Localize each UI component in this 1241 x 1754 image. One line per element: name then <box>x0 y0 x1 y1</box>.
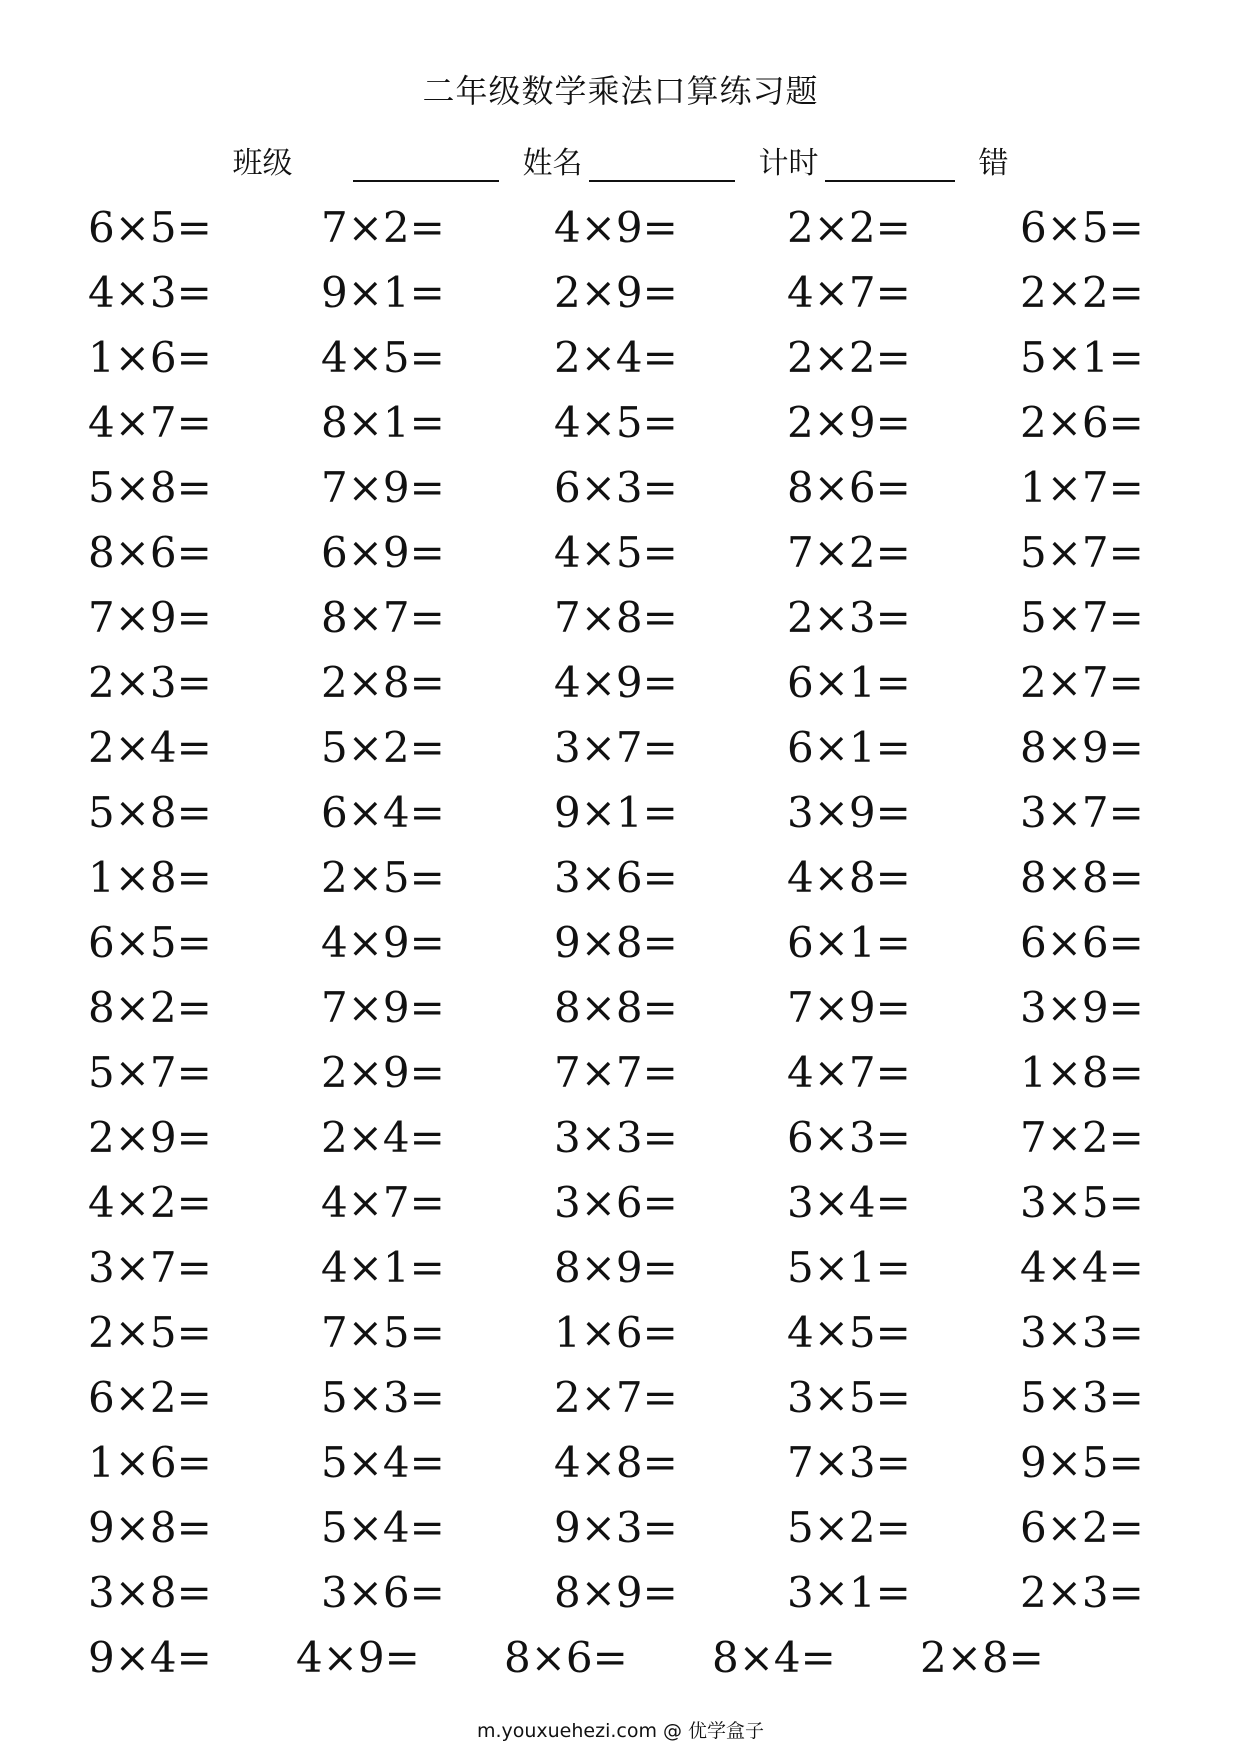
problem-item: 5×8= <box>88 788 212 837</box>
problem-row <box>88 1495 1188 1560</box>
problem-item: 5×4= <box>321 1438 445 1487</box>
problem-row <box>88 1300 1188 1365</box>
problem-item: 8×6= <box>88 528 212 577</box>
problem-grid <box>88 195 1188 1690</box>
problem-item: 2×3= <box>787 593 911 642</box>
problem-row <box>88 1170 1188 1235</box>
problem-item: 7×5= <box>321 1308 445 1357</box>
problem-item: 2×4= <box>321 1113 445 1162</box>
problem-item: 4×2= <box>88 1178 212 1227</box>
problem-item: 2×7= <box>1020 658 1144 707</box>
problem-item: 3×6= <box>554 1178 678 1227</box>
problem-item: 5×7= <box>1020 593 1144 642</box>
problem-item: 5×2= <box>321 723 445 772</box>
problem-item: 9×4= <box>88 1633 212 1682</box>
problem-item: 2×4= <box>554 333 678 382</box>
problem-row <box>88 455 1188 520</box>
problem-item: 4×9= <box>321 918 445 967</box>
problem-item: 1×7= <box>1020 463 1144 512</box>
problem-item: 4×1= <box>321 1243 445 1292</box>
problem-item: 7×8= <box>554 593 678 642</box>
problem-item: 1×8= <box>88 853 212 902</box>
problem-item: 6×2= <box>88 1373 212 1422</box>
problem-row <box>88 325 1188 390</box>
problem-item: 4×8= <box>554 1438 678 1487</box>
problem-row <box>88 260 1188 325</box>
problem-item: 8×1= <box>321 398 445 447</box>
problem-item: 8×8= <box>554 983 678 1032</box>
problem-item: 8×7= <box>321 593 445 642</box>
problem-item: 2×9= <box>787 398 911 447</box>
problem-item: 5×1= <box>1020 333 1144 382</box>
problem-row <box>88 1430 1188 1495</box>
class-blank <box>353 150 499 182</box>
problem-row <box>88 650 1188 715</box>
problem-row <box>88 390 1188 455</box>
class-field <box>233 138 499 182</box>
problem-item: 8×2= <box>88 983 212 1032</box>
problem-item: 5×3= <box>1020 1373 1144 1422</box>
problem-item: 5×2= <box>787 1503 911 1552</box>
problem-item: 6×1= <box>787 658 911 707</box>
problem-item: 1×6= <box>554 1308 678 1357</box>
problem-item: 2×3= <box>88 658 212 707</box>
problem-item: 9×1= <box>554 788 678 837</box>
problem-item: 3×8= <box>88 1568 212 1617</box>
problem-item: 8×6= <box>787 463 911 512</box>
problem-item: 4×9= <box>296 1633 420 1682</box>
problem-item: 9×5= <box>1020 1438 1144 1487</box>
problem-item: 7×2= <box>787 528 911 577</box>
problem-item: 5×3= <box>321 1373 445 1422</box>
problem-item: 2×2= <box>787 333 911 382</box>
page-title: 二年级数学乘法口算练习题 <box>422 72 819 110</box>
problem-item: 9×8= <box>88 1503 212 1552</box>
problem-item: 1×8= <box>1020 1048 1144 1097</box>
problem-item: 3×7= <box>1020 788 1144 837</box>
problem-item: 6×9= <box>321 528 445 577</box>
problem-item: 7×9= <box>88 593 212 642</box>
problem-item: 3×9= <box>1020 983 1144 1032</box>
problem-item: 2×9= <box>321 1048 445 1097</box>
class-label: 班级 <box>232 146 293 181</box>
problem-item: 6×2= <box>1020 1503 1144 1552</box>
problem-item: 4×7= <box>88 398 212 447</box>
problem-item: 4×7= <box>787 1048 911 1097</box>
problem-item: 6×1= <box>787 723 911 772</box>
problem-item: 1×6= <box>88 333 212 382</box>
problem-item: 3×5= <box>1020 1178 1144 1227</box>
footer-watermark: m.youxuehezi.com @ 优学盒子 <box>476 1720 765 1742</box>
problem-item: 6×1= <box>787 918 911 967</box>
problem-item: 3×4= <box>787 1178 911 1227</box>
problem-item: 3×7= <box>554 723 678 772</box>
problem-row <box>88 1235 1188 1300</box>
problem-item: 7×7= <box>554 1048 678 1097</box>
problem-item: 2×5= <box>88 1308 212 1357</box>
problem-item: 8×6= <box>504 1633 628 1682</box>
problem-item: 9×1= <box>321 268 445 317</box>
problem-item: 5×7= <box>88 1048 212 1097</box>
problem-item: 4×8= <box>787 853 911 902</box>
problem-item: 7×9= <box>321 983 445 1032</box>
problem-item: 3×3= <box>554 1113 678 1162</box>
problem-row <box>88 1560 1188 1625</box>
problem-row <box>88 520 1188 585</box>
time-blank <box>825 150 955 182</box>
problem-item: 4×7= <box>787 268 911 317</box>
problem-item: 6×5= <box>1020 203 1144 252</box>
problem-item: 4×5= <box>321 333 445 382</box>
problem-row <box>88 1365 1188 1430</box>
problem-item: 5×8= <box>88 463 212 512</box>
problem-item: 7×9= <box>787 983 911 1032</box>
problem-row <box>88 845 1188 910</box>
problem-item: 6×5= <box>88 918 212 967</box>
problem-item: 3×3= <box>1020 1308 1144 1357</box>
problem-item: 8×8= <box>1020 853 1144 902</box>
problem-item: 6×4= <box>321 788 445 837</box>
problem-item: 2×8= <box>920 1633 1044 1682</box>
problem-item: 1×6= <box>88 1438 212 1487</box>
problem-item: 4×5= <box>554 398 678 447</box>
problem-item: 3×6= <box>321 1568 445 1617</box>
errors-label: 错 <box>978 146 1009 181</box>
name-blank <box>589 150 735 182</box>
problem-item: 9×8= <box>554 918 678 967</box>
problem-row <box>88 780 1188 845</box>
problem-item: 4×5= <box>787 1308 911 1357</box>
student-info-row <box>0 138 1241 182</box>
problem-item: 7×9= <box>321 463 445 512</box>
problem-item: 8×9= <box>554 1243 678 1292</box>
problem-item: 5×1= <box>787 1243 911 1292</box>
problem-item: 4×9= <box>554 203 678 252</box>
problem-item: 2×4= <box>88 723 212 772</box>
problem-item: 7×2= <box>1020 1113 1144 1162</box>
problem-row <box>88 195 1188 260</box>
problem-item: 2×9= <box>554 268 678 317</box>
problem-item: 2×9= <box>88 1113 212 1162</box>
problem-item: 6×3= <box>787 1113 911 1162</box>
problem-row <box>88 585 1188 650</box>
problem-item: 7×2= <box>321 203 445 252</box>
problem-item: 2×7= <box>554 1373 678 1422</box>
problem-row <box>88 910 1188 975</box>
problem-item: 2×2= <box>787 203 911 252</box>
problem-item: 6×5= <box>88 203 212 252</box>
problem-item: 8×9= <box>1020 723 1144 772</box>
time-field <box>759 138 955 182</box>
problem-row <box>88 975 1188 1040</box>
problem-item: 7×3= <box>787 1438 911 1487</box>
errors-field <box>979 138 1009 182</box>
problem-item: 5×4= <box>321 1503 445 1552</box>
name-label: 姓名 <box>522 146 583 181</box>
problem-item: 2×5= <box>321 853 445 902</box>
problem-item: 2×3= <box>1020 1568 1144 1617</box>
problem-item: 4×5= <box>554 528 678 577</box>
problem-row <box>88 1105 1188 1170</box>
problem-item: 3×6= <box>554 853 678 902</box>
problem-item: 2×6= <box>1020 398 1144 447</box>
problem-item: 9×3= <box>554 1503 678 1552</box>
problem-item: 3×5= <box>787 1373 911 1422</box>
name-field <box>523 138 735 182</box>
problem-item: 3×1= <box>787 1568 911 1617</box>
problem-row <box>88 1040 1188 1105</box>
problem-item: 6×3= <box>554 463 678 512</box>
problem-item: 4×9= <box>554 658 678 707</box>
problem-item: 8×4= <box>712 1633 836 1682</box>
problem-item: 3×9= <box>787 788 911 837</box>
problem-item: 2×8= <box>321 658 445 707</box>
problem-item: 3×7= <box>88 1243 212 1292</box>
time-label: 计时 <box>758 146 819 181</box>
problem-row <box>88 1625 1188 1690</box>
problem-item: 5×7= <box>1020 528 1144 577</box>
problem-item: 8×9= <box>554 1568 678 1617</box>
problem-item: 4×7= <box>321 1178 445 1227</box>
problem-item: 4×4= <box>1020 1243 1144 1292</box>
problem-item: 6×6= <box>1020 918 1144 967</box>
problem-row <box>88 715 1188 780</box>
problem-item: 4×3= <box>88 268 212 317</box>
problem-item: 2×2= <box>1020 268 1144 317</box>
